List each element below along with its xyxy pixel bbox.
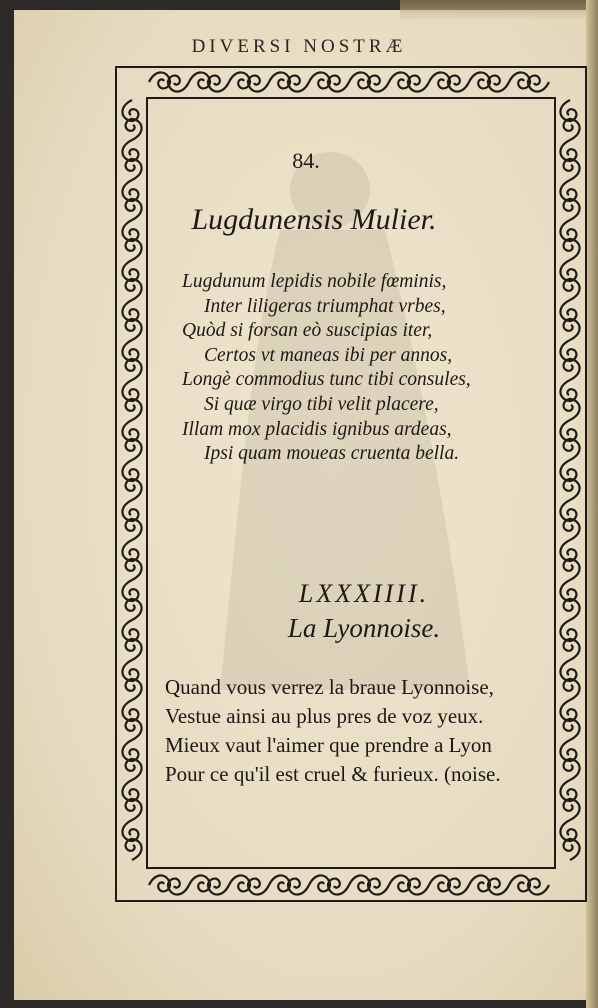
page-number: 84. (292, 148, 320, 173)
latin-poem-line: Illam mox placidis ignibus ardeas, (182, 418, 452, 440)
border-ornament-motif (349, 72, 389, 91)
running-head: DIVERSI NOSTRÆ (191, 36, 407, 57)
border-ornament-motif (229, 72, 269, 91)
border-ornament-motif (122, 540, 141, 580)
french-poem-line: Quand vous verrez la braue Lyonnoise, (165, 675, 494, 699)
border-ornament-motif (309, 72, 349, 91)
page-edge-stain (400, 0, 598, 20)
border-ornament-motif (349, 875, 389, 894)
border-ornament-motif (189, 72, 229, 91)
border-ornament-motif (469, 72, 509, 91)
border-ornament-motif (309, 875, 349, 894)
border-ornament-motif (429, 72, 469, 91)
border-ornament-motif (122, 100, 141, 140)
border-ornament-motif (122, 340, 141, 380)
border-ornament-motif (509, 72, 549, 91)
latin-poem-line: Inter liligeras triumphat vrbes, (204, 295, 446, 317)
latin-poem-line: Lugdunum lepidis nobile fœminis, (182, 271, 447, 292)
border-ornament-motif (149, 875, 189, 894)
border-ornament-motif (560, 820, 579, 860)
border-ornament-motif (122, 660, 141, 700)
border-ornament-motif (560, 500, 579, 540)
border-ornament-motif (560, 300, 579, 340)
border-ornament-motif (269, 875, 309, 894)
latin-poem (182, 270, 471, 467)
border-ornament-motif (389, 875, 429, 894)
latin-poem-line: Certos vt maneas ibi per annos, (204, 344, 453, 366)
latin-poem-title: Lugdunensis Mulier. (191, 203, 437, 236)
border-ornament-motif (560, 420, 579, 460)
latin-poem-line: Quòd si forsan eò suscipias iter, (182, 320, 433, 342)
french-poem (165, 673, 501, 789)
border-ornament-motif (122, 380, 141, 420)
border-ornament-motif (122, 780, 141, 820)
border-ornament-motif (469, 875, 509, 894)
latin-poem-line: Longè commodius tunc tibi consules, (182, 369, 471, 391)
border-ornament-motif (122, 740, 141, 780)
border-ornament-motif (560, 740, 579, 780)
border-ornament-motif (389, 72, 429, 91)
border-ornament-motif (122, 300, 141, 340)
border-ornament-motif (560, 780, 579, 820)
french-poem-line: Vestue ainsi au plus pres de voz yeux. (165, 704, 484, 728)
border-ornament-motif (269, 72, 309, 91)
french-poem-number: LXXXIIII. (298, 579, 430, 608)
french-poem-line: Pour ce qu'il est cruel & furieux. (noise. (165, 762, 501, 786)
border-ornament-motif (122, 460, 141, 500)
border-ornament-motif (560, 340, 579, 380)
border-ornament-motif (560, 660, 579, 700)
french-poem-line: Mieux vaut l'aimer que prendre a Lyon (165, 733, 492, 757)
border-ornament-motif (429, 875, 469, 894)
french-poem-title: La Lyonnoise. (287, 613, 441, 643)
border-ornament-motif (560, 700, 579, 740)
border-ornament-motif (560, 540, 579, 580)
border-ornament-motif (122, 260, 141, 300)
border-ornament-motif (149, 72, 189, 91)
border-ornament-motif (122, 500, 141, 540)
border-ornament-motif (122, 820, 141, 860)
border-ornament-motif (560, 460, 579, 500)
border-ornament-motif (122, 420, 141, 460)
border-ornament-motif (560, 380, 579, 420)
border-ornament-motif (122, 700, 141, 740)
latin-poem-line: Ipsi quam moueas cruenta bella. (204, 443, 460, 465)
border-ornament-motif (560, 100, 579, 140)
border-ornament-motif (189, 875, 229, 894)
border-ornament-motif (509, 875, 549, 894)
border-ornament-motif (560, 260, 579, 300)
border-ornament-motif (229, 875, 269, 894)
latin-poem-line: Si quæ virgo tibi velit placere, (204, 393, 439, 415)
